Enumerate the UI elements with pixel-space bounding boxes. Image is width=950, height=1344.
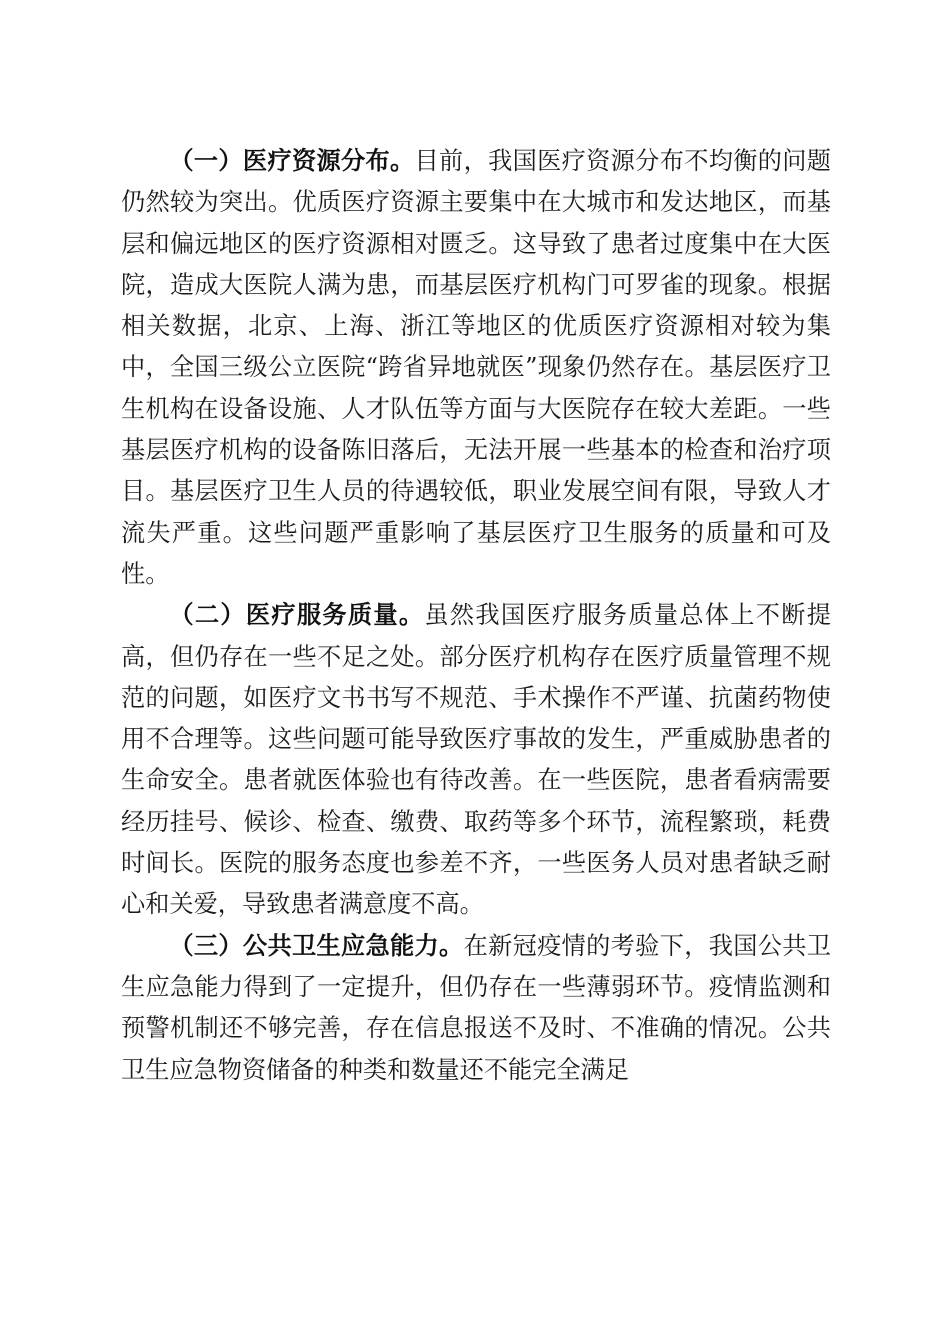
paragraph-medical-service-quality (121, 595, 831, 925)
paragraph-heading: （二）医疗服务质量。 (169, 601, 425, 630)
paragraph-public-health-emergency (121, 926, 831, 1091)
paragraph-medical-resource-distribution (121, 141, 831, 595)
paragraph-text: 在新冠疫情的考验下，我国公共卫生应急能力得到了一定提升，但仍存在一些薄弱环节。疫情监测和预警机制还不够完善，存在信息报送不及时、不准确的情况。公共卫生应急物资储备的种类和数量还不能完全满足 (121, 931, 831, 1084)
document-body (121, 141, 831, 1091)
paragraph-heading: （三）公共卫生应急能力。 (169, 931, 464, 960)
paragraph-text: 目前，我国医疗资源分布不均衡的问题仍然较为突出。优质医疗资源主要集中在大城市和发达地区，而基层和偏远地区的医疗资源相对匮乏。这导致了患者过度集中在大医院，造成大医院人满为患，而基层医疗机构门可罗雀的现象。根据相关数据，北京、上海、浙江等地区的优质医疗资源相对较为集中，全国三级公立医院“跨省异地就医”现象仍然存在。基层医疗卫生机构在设备设施、人才队伍等方面与大医院存在较大差距。一些基层医疗机构的设备陈旧落后，无法开展一些基本的检查和治疗项目。基层医疗卫生人员的待遇较低，职业发展空间有限，导致人才流失严重。这些问题严重影响了基层医疗卫生服务的质量和可及性。 (121, 147, 831, 588)
paragraph-heading: （一）医疗资源分布。 (169, 147, 415, 175)
paragraph-text: 虽然我国医疗服务质量总体上不断提高，但仍存在一些不足之处。部分医疗机构存在医疗质量管理不规范的问题，如医疗文书书写不规范、手术操作不严谨、抗菌药物使用不合理等。这些问题可能导致医疗事故的发生，严重威胁患者的生命安全。患者就医体验也有待改善。在一些医院，患者看病需要经历挂号、候诊、检查、缴费、取药等多个环节，流程繁琐，耗费时间长。医院的服务态度也参差不齐，一些医务人员对患者缺乏耐心和关爱，导致患者满意度不高。 (121, 601, 831, 919)
